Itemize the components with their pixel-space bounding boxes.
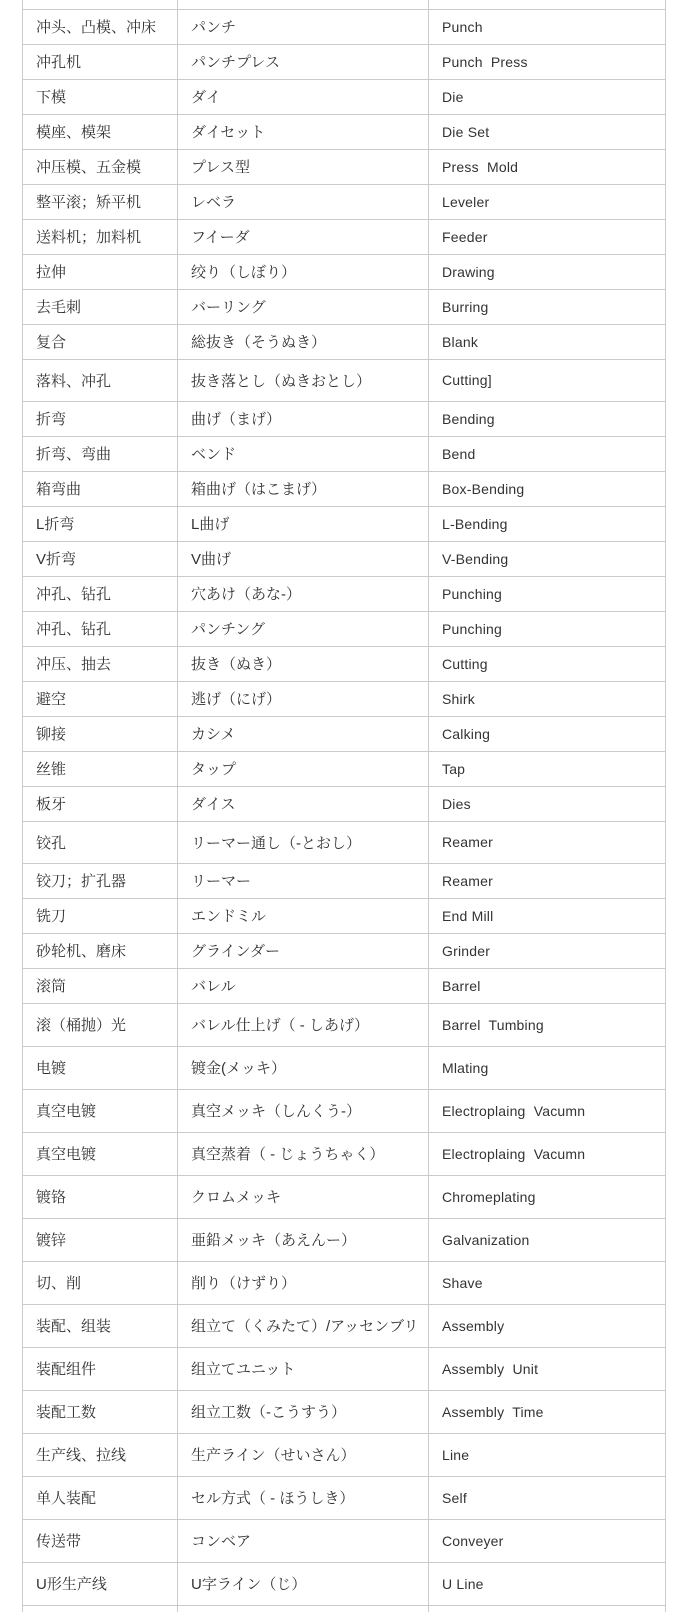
cell-japanese-term: レベラ xyxy=(178,184,429,219)
cell-japanese-term: バーリング xyxy=(178,289,429,324)
cell-chinese-term: 电镀 xyxy=(23,1046,178,1089)
cell-english-term: Assembly Time xyxy=(429,1390,666,1433)
table-row xyxy=(23,1089,666,1132)
cell-japanese-empty xyxy=(178,0,429,9)
cell-japanese-term: L曲げ xyxy=(178,506,429,541)
cell-english-term: Box-Bending xyxy=(429,471,666,506)
cell-japanese-term: 真空メッキ（しんくう-） xyxy=(178,1089,429,1132)
cell-japanese-term: プレス型 xyxy=(178,149,429,184)
glossary-table xyxy=(22,0,666,1612)
cell-chinese-term: 复合 xyxy=(23,324,178,359)
cell-english-term: L-Bending xyxy=(429,506,666,541)
cell-chinese-term: 避空 xyxy=(23,681,178,716)
table-row xyxy=(23,1218,666,1261)
cell-chinese-term: 铰刀；扩孔器 xyxy=(23,863,178,898)
cell-english-term: Punch xyxy=(429,9,666,44)
cell-japanese-term: バレル xyxy=(178,968,429,1003)
table-row xyxy=(23,716,666,751)
cell-english-term: Cutting xyxy=(429,646,666,681)
cell-japanese-term: バレル仕上げ（ - しあげ） xyxy=(178,1003,429,1046)
cell-chinese-term: 铣刀 xyxy=(23,898,178,933)
cell-japanese-term: 箱曲げ（はこまげ） xyxy=(178,471,429,506)
cell-english-empty xyxy=(429,1605,666,1612)
cell-chinese-term: 冲压模、五金模 xyxy=(23,149,178,184)
table-row xyxy=(23,471,666,506)
cell-japanese-term: エンドミル xyxy=(178,898,429,933)
cell-japanese-term: パンチプレス xyxy=(178,44,429,79)
cell-chinese-term: 镀铬 xyxy=(23,1175,178,1218)
table-row xyxy=(23,1261,666,1304)
cell-english-term: Cutting] xyxy=(429,359,666,401)
cell-chinese-term: 真空电镀 xyxy=(23,1089,178,1132)
cell-chinese-empty xyxy=(23,0,178,9)
cell-english-term: U Line xyxy=(429,1562,666,1605)
table-row xyxy=(23,359,666,401)
cell-chinese-term: 折弯 xyxy=(23,401,178,436)
table-row xyxy=(23,324,666,359)
cell-chinese-term: 生产线、拉线 xyxy=(23,1433,178,1476)
cell-japanese-term: ダイ xyxy=(178,79,429,114)
cell-japanese-term: 亜鉛メッキ（あえんー） xyxy=(178,1218,429,1261)
cell-japanese-term: 抜き（ぬき） xyxy=(178,646,429,681)
table-row xyxy=(23,401,666,436)
partial-bottom-row xyxy=(23,1605,666,1612)
cell-japanese-term: 组立工数（-こうすう） xyxy=(178,1390,429,1433)
cell-chinese-term: 冲头、凸模、冲床 xyxy=(23,9,178,44)
cell-chinese-term: 装配工数 xyxy=(23,1390,178,1433)
partial-top-row xyxy=(23,0,666,9)
cell-english-term: Blank xyxy=(429,324,666,359)
cell-english-term: Punch Press xyxy=(429,44,666,79)
cell-chinese-term: 落料、冲孔 xyxy=(23,359,178,401)
cell-english-term: Grinder xyxy=(429,933,666,968)
cell-english-term: Electroplaing Vacumn xyxy=(429,1089,666,1132)
table-row xyxy=(23,1519,666,1562)
cell-english-term: Electroplaing Vacumn xyxy=(429,1132,666,1175)
cell-japanese-term: 逃げ（にげ） xyxy=(178,681,429,716)
cell-chinese-term: 装配组件 xyxy=(23,1347,178,1390)
cell-english-term: Shave xyxy=(429,1261,666,1304)
table-row xyxy=(23,436,666,471)
cell-japanese-term: リーマー通し（-とおし） xyxy=(178,821,429,863)
cell-english-term: Barrel Tumbing xyxy=(429,1003,666,1046)
cell-japanese-empty xyxy=(178,1605,429,1612)
cell-chinese-term: 真空电镀 xyxy=(23,1132,178,1175)
cell-english-term: V-Bending xyxy=(429,541,666,576)
cell-japanese-term: 真空蒸着（ - じょうちゃく） xyxy=(178,1132,429,1175)
cell-japanese-term: V曲げ xyxy=(178,541,429,576)
cell-english-term: Die xyxy=(429,79,666,114)
cell-english-term: Assembly Unit xyxy=(429,1347,666,1390)
cell-chinese-term: 丝锥 xyxy=(23,751,178,786)
cell-japanese-term: クロムメッキ xyxy=(178,1175,429,1218)
table-row xyxy=(23,1175,666,1218)
cell-chinese-term: 箱弯曲 xyxy=(23,471,178,506)
cell-japanese-term: グラインダー xyxy=(178,933,429,968)
cell-japanese-term: 组立て（くみたて）/アッセンブリ xyxy=(178,1304,429,1347)
table-row xyxy=(23,786,666,821)
cell-english-term: Tap xyxy=(429,751,666,786)
cell-chinese-term: 滚筒 xyxy=(23,968,178,1003)
cell-english-empty xyxy=(429,0,666,9)
cell-chinese-term: 冲孔机 xyxy=(23,44,178,79)
table-row xyxy=(23,576,666,611)
cell-chinese-term: 折弯、弯曲 xyxy=(23,436,178,471)
cell-chinese-term: 拉伸 xyxy=(23,254,178,289)
cell-english-term: End Mill xyxy=(429,898,666,933)
table-row xyxy=(23,898,666,933)
cell-english-term: Conveyer xyxy=(429,1519,666,1562)
cell-english-term: Punching xyxy=(429,611,666,646)
cell-japanese-term: タップ xyxy=(178,751,429,786)
cell-english-term: Bend xyxy=(429,436,666,471)
table-row xyxy=(23,821,666,863)
cell-japanese-term: パンチング xyxy=(178,611,429,646)
cell-chinese-term: 滚（桶抛）光 xyxy=(23,1003,178,1046)
cell-chinese-term: 装配、组装 xyxy=(23,1304,178,1347)
cell-japanese-term: ベンド xyxy=(178,436,429,471)
cell-chinese-empty xyxy=(23,1605,178,1612)
cell-japanese-term: 生产ライン（せいさん） xyxy=(178,1433,429,1476)
table-row xyxy=(23,219,666,254)
table-row xyxy=(23,149,666,184)
cell-chinese-term: 铆接 xyxy=(23,716,178,751)
cell-japanese-term: 総抜き（そうぬき） xyxy=(178,324,429,359)
cell-chinese-term: 铰孔 xyxy=(23,821,178,863)
cell-chinese-term: 镀锌 xyxy=(23,1218,178,1261)
cell-chinese-term: 砂轮机、磨床 xyxy=(23,933,178,968)
cell-english-term: Mlating xyxy=(429,1046,666,1089)
table-row xyxy=(23,1390,666,1433)
cell-english-term: Shirk xyxy=(429,681,666,716)
cell-chinese-term: 冲压、抽去 xyxy=(23,646,178,681)
table-body xyxy=(23,9,666,1605)
cell-japanese-term: ダイセット xyxy=(178,114,429,149)
cell-chinese-term: 板牙 xyxy=(23,786,178,821)
table-row xyxy=(23,79,666,114)
cell-english-term: Self xyxy=(429,1476,666,1519)
cell-japanese-term: フイーダ xyxy=(178,219,429,254)
cell-japanese-term: 绞り（しぼり） xyxy=(178,254,429,289)
table-row xyxy=(23,9,666,44)
cell-japanese-term: 组立てユニット xyxy=(178,1347,429,1390)
table-row xyxy=(23,968,666,1003)
cell-japanese-term: ダイス xyxy=(178,786,429,821)
table-row-cropped-bottom xyxy=(23,1605,666,1612)
table-row xyxy=(23,114,666,149)
cell-english-term: Burring xyxy=(429,289,666,324)
table-row xyxy=(23,44,666,79)
cell-chinese-term: 单人装配 xyxy=(23,1476,178,1519)
cell-english-term: Calking xyxy=(429,716,666,751)
cell-japanese-term: カシメ xyxy=(178,716,429,751)
table-row xyxy=(23,1304,666,1347)
cell-japanese-term: 削り（けずり） xyxy=(178,1261,429,1304)
cell-english-term: Bending xyxy=(429,401,666,436)
cell-chinese-term: 去毛刺 xyxy=(23,289,178,324)
table-row xyxy=(23,541,666,576)
table-row xyxy=(23,1347,666,1390)
table-row xyxy=(23,681,666,716)
table-row xyxy=(23,1476,666,1519)
cell-english-term: Reamer xyxy=(429,821,666,863)
cell-japanese-term: 曲げ（まげ） xyxy=(178,401,429,436)
table-row xyxy=(23,184,666,219)
table-row xyxy=(23,611,666,646)
cell-english-term: Assembly xyxy=(429,1304,666,1347)
cell-japanese-term: U字ライン（じ） xyxy=(178,1562,429,1605)
cell-chinese-term: 切、削 xyxy=(23,1261,178,1304)
cell-chinese-term: 冲孔、钻孔 xyxy=(23,576,178,611)
table-row xyxy=(23,254,666,289)
table-row xyxy=(23,506,666,541)
table-row xyxy=(23,933,666,968)
cell-english-term: Line xyxy=(429,1433,666,1476)
table-row xyxy=(23,646,666,681)
table-row xyxy=(23,289,666,324)
cell-english-term: Dies xyxy=(429,786,666,821)
cell-japanese-term: 抜き落とし（ぬきおとし） xyxy=(178,359,429,401)
table-row xyxy=(23,1003,666,1046)
cell-english-term: Leveler xyxy=(429,184,666,219)
cell-chinese-term: 下模 xyxy=(23,79,178,114)
cell-english-term: Drawing xyxy=(429,254,666,289)
cell-chinese-term: 传送带 xyxy=(23,1519,178,1562)
cell-chinese-term: 送料机；加料机 xyxy=(23,219,178,254)
cell-chinese-term: U形生产线 xyxy=(23,1562,178,1605)
cell-japanese-term: パンチ xyxy=(178,9,429,44)
cell-japanese-term: 镀金(メッキ） xyxy=(178,1046,429,1089)
table-row xyxy=(23,1562,666,1605)
cell-japanese-term: コンベア xyxy=(178,1519,429,1562)
cell-japanese-term: リーマー xyxy=(178,863,429,898)
cell-english-term: Press Mold xyxy=(429,149,666,184)
cell-english-term: Barrel xyxy=(429,968,666,1003)
cell-chinese-term: 冲孔、钻孔 xyxy=(23,611,178,646)
cell-chinese-term: L折弯 xyxy=(23,506,178,541)
table-row xyxy=(23,1433,666,1476)
table-row xyxy=(23,1132,666,1175)
cell-english-term: Feeder xyxy=(429,219,666,254)
cell-english-term: Punching xyxy=(429,576,666,611)
cell-english-term: Galvanization xyxy=(429,1218,666,1261)
cell-chinese-term: V折弯 xyxy=(23,541,178,576)
cell-english-term: Reamer xyxy=(429,863,666,898)
table-row-cropped-top xyxy=(23,0,666,9)
table-row xyxy=(23,1046,666,1089)
cell-english-term: Die Set xyxy=(429,114,666,149)
cell-japanese-term: 穴あけ（あな-） xyxy=(178,576,429,611)
cell-japanese-term: セル方式（ - ほうしき） xyxy=(178,1476,429,1519)
cell-chinese-term: 整平滚；矫平机 xyxy=(23,184,178,219)
cell-english-term: Chromeplating xyxy=(429,1175,666,1218)
table-row xyxy=(23,863,666,898)
table-row xyxy=(23,751,666,786)
cell-chinese-term: 模座、模架 xyxy=(23,114,178,149)
